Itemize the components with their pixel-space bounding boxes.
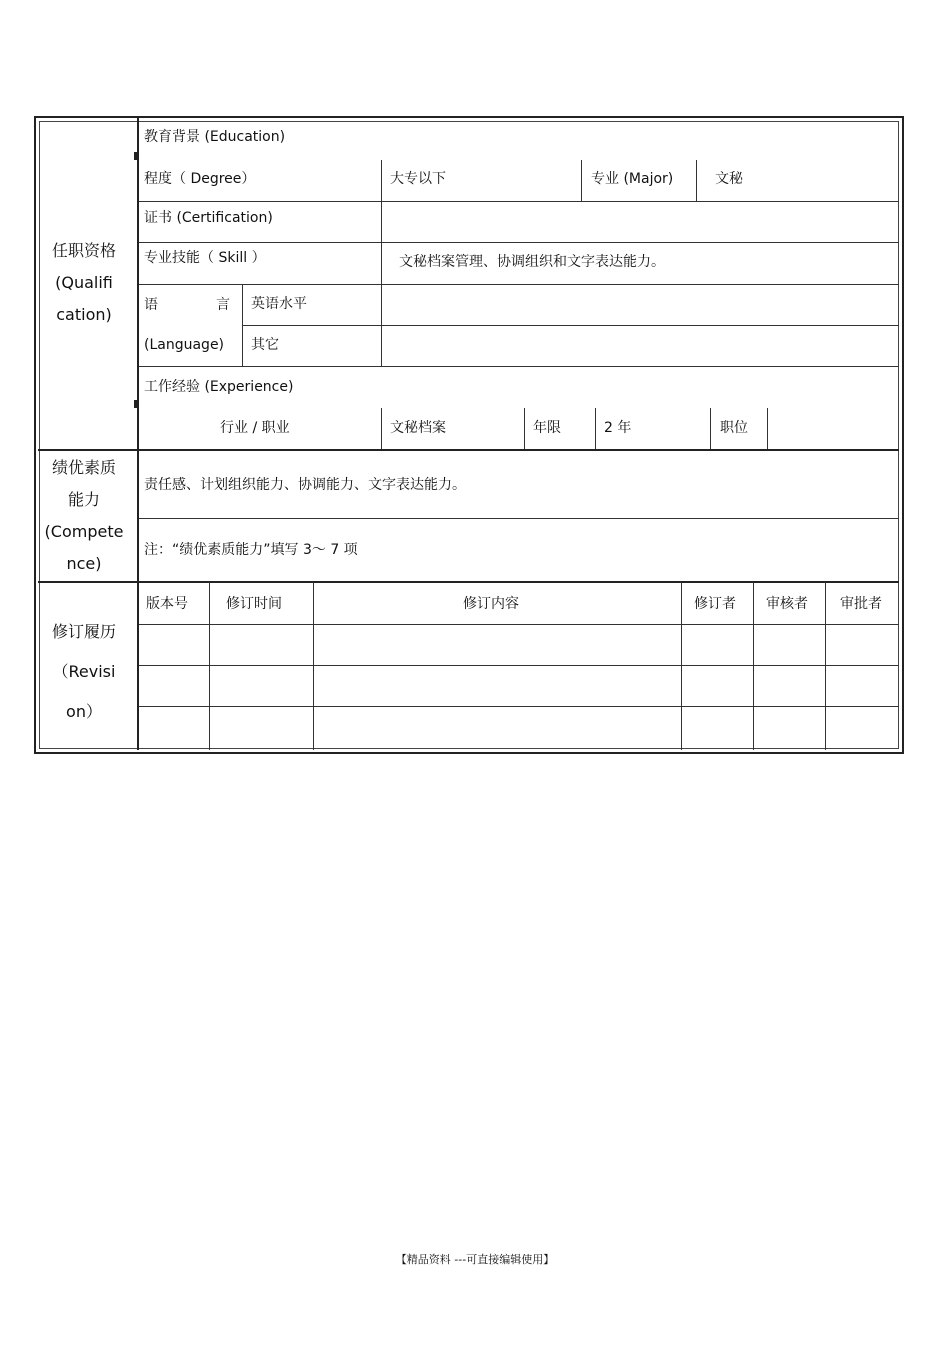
scan-mark bbox=[134, 400, 137, 408]
education-header: 教育背景 (Education) bbox=[144, 129, 286, 145]
competence-note: 注：“绩优素质能力”填写 3～ 7 项 bbox=[144, 542, 358, 558]
revision-header-approver: 审批者 bbox=[840, 596, 882, 612]
page-footer: 【精品资料 ---可直接编辑使用】 bbox=[395, 1253, 555, 1266]
degree-value: 大专以下 bbox=[390, 171, 446, 187]
skill-value: 文秘档案管理、协调组织和文字表达能力。 bbox=[399, 254, 665, 270]
section-divider bbox=[38, 581, 899, 583]
column-divider bbox=[381, 160, 382, 366]
english-level-label: 英语水平 bbox=[251, 296, 307, 312]
column-divider bbox=[209, 582, 210, 750]
competence-label-line: 绩优素质 bbox=[51, 458, 116, 477]
column-divider bbox=[381, 408, 382, 449]
major-label: 专业 (Major) bbox=[591, 171, 674, 187]
column-divider bbox=[313, 582, 314, 750]
language-label-char: 言 bbox=[216, 297, 230, 313]
revision-header-time: 修订时间 bbox=[226, 596, 282, 612]
competence-label-line: nce) bbox=[66, 554, 102, 573]
industry-label: 行业 / 职业 bbox=[220, 420, 290, 436]
row-divider bbox=[138, 518, 899, 519]
degree-label: 程度（ Degree） bbox=[144, 171, 256, 187]
row-divider bbox=[242, 325, 899, 326]
qualification-label-line: (Qualifi bbox=[55, 273, 113, 292]
section-divider bbox=[38, 449, 899, 451]
row-divider bbox=[138, 706, 899, 707]
competence-value: 责任感、计划组织能力、协调能力、文字表达能力。 bbox=[144, 477, 466, 493]
scan-mark bbox=[134, 152, 137, 160]
competence-label-line: (Compete bbox=[44, 522, 124, 541]
column-divider bbox=[681, 582, 682, 750]
revision-label-line: （Revisi bbox=[52, 662, 116, 681]
skill-label: 专业技能（ Skill ） bbox=[144, 250, 266, 266]
row-divider bbox=[138, 624, 899, 625]
years-label: 年限 bbox=[533, 420, 561, 436]
qualification-section-label bbox=[38, 235, 130, 331]
column-divider bbox=[696, 160, 697, 201]
row-divider bbox=[138, 284, 899, 285]
qualification-label-line: cation) bbox=[56, 305, 112, 324]
years-value: 2 年 bbox=[604, 420, 632, 436]
certification-label: 证书 (Certification) bbox=[144, 210, 273, 226]
column-divider bbox=[524, 408, 525, 449]
revision-label-line: on） bbox=[66, 702, 102, 721]
revision-header-content: 修订内容 bbox=[463, 596, 519, 612]
revision-header-reviser: 修订者 bbox=[694, 596, 736, 612]
row-divider bbox=[138, 665, 899, 666]
column-divider bbox=[581, 160, 582, 201]
competence-label-line: 能力 bbox=[67, 490, 100, 509]
row-divider bbox=[138, 201, 899, 202]
label-column-divider bbox=[137, 118, 139, 750]
revision-header-reviewer: 审核者 bbox=[766, 596, 808, 612]
column-divider bbox=[767, 408, 768, 449]
other-language-label: 其它 bbox=[251, 337, 279, 353]
column-divider bbox=[595, 408, 596, 449]
experience-header: 工作经验 (Experience) bbox=[144, 379, 294, 395]
column-divider bbox=[242, 284, 243, 366]
language-label-english: (Language) bbox=[144, 337, 225, 353]
row-divider bbox=[138, 242, 899, 243]
competence-section-label bbox=[38, 452, 130, 580]
row-divider bbox=[138, 366, 899, 367]
column-divider bbox=[825, 582, 826, 750]
industry-value: 文秘档案 bbox=[390, 420, 446, 436]
position-label: 职位 bbox=[720, 420, 748, 436]
column-divider bbox=[710, 408, 711, 449]
revision-label-line: 修订履历 bbox=[51, 622, 116, 641]
revision-section-label bbox=[38, 612, 130, 732]
column-divider bbox=[753, 582, 754, 750]
qualification-label-line: 任职资格 bbox=[51, 241, 116, 260]
major-value: 文秘 bbox=[715, 171, 743, 187]
language-label-char: 语 bbox=[144, 297, 158, 313]
revision-header-version: 版本号 bbox=[146, 596, 188, 612]
